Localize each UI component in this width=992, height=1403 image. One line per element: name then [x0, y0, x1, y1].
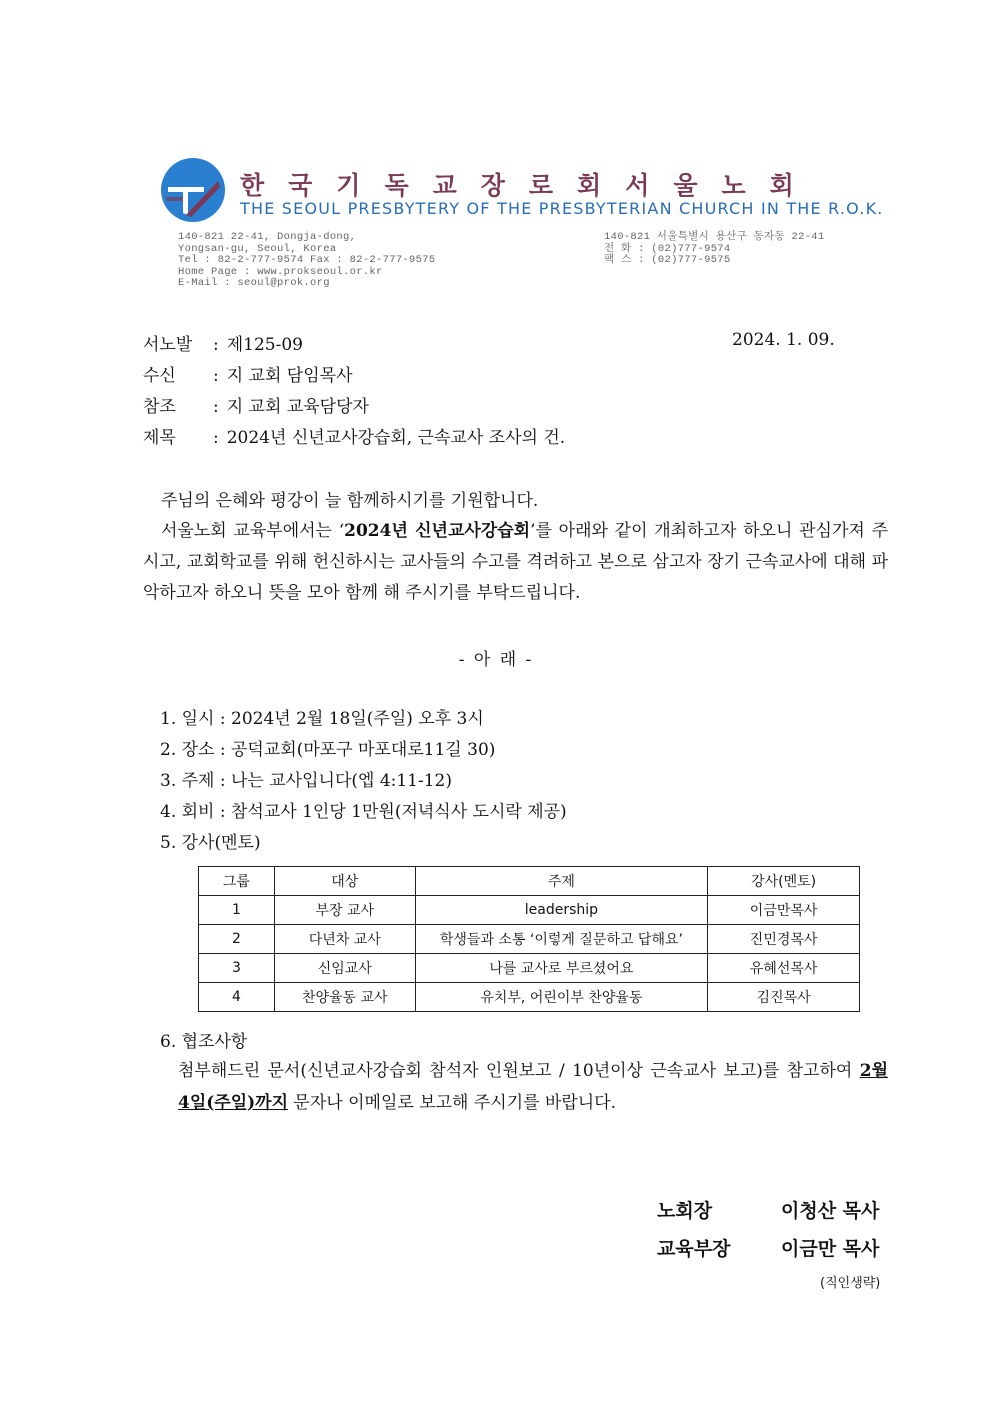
- table-cell: 1: [199, 896, 275, 925]
- cooperation-title: 6. 협조사항: [160, 1032, 248, 1052]
- subject-label: 제목: [143, 428, 176, 448]
- table-cell: 다년차 교사: [274, 925, 415, 954]
- list-item: 3. 주제 : 나는 교사입니다(엡 4:11-12): [160, 771, 453, 791]
- table-cell: 이금만목사: [708, 896, 860, 925]
- greeting: 주님의 은혜와 평강이 늘 함께하시기를 기원합니다.: [161, 491, 539, 511]
- signature-title: 노회장: [657, 1200, 713, 1222]
- reference-label: 참조: [143, 397, 176, 417]
- signature-name: 이청산 목사: [781, 1200, 880, 1222]
- intro-text: 서울노회 교육부에서는 ‘: [161, 521, 345, 541]
- table-cell: 김진목사: [708, 983, 860, 1012]
- event-name: 2024년 신년교사강습회: [344, 521, 531, 541]
- table-row: [199, 896, 860, 925]
- cooperation-text-part: 첨부해드린 문서(신년교사강습회 참석자 인원보고 / 10년이상 근속교사 보고)를 참고하여: [178, 1061, 860, 1081]
- list-item: 4. 회비 : 참석교사 1인당 1만원(저녁식사 도시락 제공): [160, 802, 567, 822]
- signature-name: 이금만 목사: [781, 1238, 880, 1260]
- table-cell: 학생들과 소통 ‘이렇게 질문하고 답해요’: [415, 925, 708, 954]
- table-header: 그룹: [199, 867, 275, 896]
- doc-number: 제125-09: [226, 335, 303, 355]
- table-cell: 2: [199, 925, 275, 954]
- intro-paragraph: [143, 516, 888, 609]
- cooperation-text-part: 문자나 이메일로 보고해 주시기를 바랍니다.: [288, 1093, 617, 1113]
- signature-title: 교육부장: [657, 1238, 731, 1260]
- list-item: 2. 장소 : 공덕교회(마포구 마포대로11길 30): [160, 740, 496, 760]
- signature-moderator: [657, 1196, 879, 1223]
- address-line: 팩 스 : (02)777-9575: [604, 254, 731, 266]
- address-english: [178, 232, 435, 290]
- address-line: E-Mail : seoul@prok.org: [178, 277, 330, 289]
- intro-text: ’를 아래와 같이 개최하고자 하오니 관심가져 주시고, 교회학교를 위해 헌신하시는 교사들의 수고를 격려하고 본으로 삼고자 장기 근속교사에 대해 파악하고자 하오니 뜻을 모아 함께 해 주시기를 부탁드립니다.: [143, 521, 888, 603]
- doc-number-label: 서노발: [143, 335, 193, 355]
- table-header-row: [199, 867, 860, 896]
- seal-omitted-note: (직인생략): [820, 1276, 881, 1291]
- doc-date: 2024. 1. 09.: [732, 330, 835, 350]
- section-heading: - 아 래 -: [458, 650, 534, 670]
- table-row: [199, 983, 860, 1012]
- reference: 지 교회 교육담당자: [226, 397, 369, 417]
- table-cell: 3: [199, 954, 275, 983]
- recipient: 지 교회 담임목사: [226, 366, 353, 386]
- table-cell: 유치부, 어린이부 찬양율동: [415, 983, 708, 1012]
- table-cell: 유혜선목사: [708, 954, 860, 983]
- table-cell: 진민경목사: [708, 925, 860, 954]
- list-item: 5. 강사(멘토): [160, 833, 261, 853]
- subject: 2024년 신년교사강습회, 근속교사 조사의 건.: [226, 428, 566, 448]
- subject-row: 제목 : 2024년 신년교사강습회, 근속교사 조사의 건.: [143, 423, 565, 448]
- table-cell: leadership: [415, 896, 708, 925]
- address-line: 140-821 22-41, Dongja-dong,: [178, 231, 357, 243]
- org-name-english: THE SEOUL PRESBYTERY OF THE PRESBYTERIAN CHURCH IN THE R.O.K.: [240, 199, 884, 218]
- recipient-row: 수신 : 지 교회 담임목사: [143, 361, 353, 386]
- deadline: 2월 4일(주일)까지: [178, 1061, 888, 1113]
- address-line: Tel : 82-2-777-9574 Fax : 82-2-777-9575: [178, 254, 436, 266]
- table-cell: 나를 교사로 부르셨어요: [415, 954, 708, 983]
- address-line: Yongsan-gu, Seoul, Korea: [178, 242, 337, 255]
- table-header: 주제: [415, 867, 708, 896]
- address-line: 전 화 : (02)777-9574: [604, 242, 731, 255]
- table-header: 강사(멘토): [708, 867, 860, 896]
- table-cell: 찬양율동 교사: [274, 983, 415, 1012]
- address-korean: [604, 232, 825, 267]
- table-row: [199, 925, 860, 954]
- table-cell: 4: [199, 983, 275, 1012]
- doc-number-row: 서노발 : 제125-09: [143, 330, 303, 355]
- list-item: 1. 일시 : 2024년 2월 18일(주일) 오후 3시: [160, 709, 484, 729]
- cooperation-text: [178, 1055, 888, 1119]
- signature-education: [657, 1234, 879, 1261]
- table-header: 대상: [274, 867, 415, 896]
- presbytery-logo: [160, 157, 226, 223]
- table-cell: 부장 교사: [274, 896, 415, 925]
- table-cell: 신임교사: [274, 954, 415, 983]
- reference-row: 참조 : 지 교회 교육담당자: [143, 392, 369, 417]
- address-line: Home Page : www.prokseoul.or.kr: [178, 265, 383, 278]
- instructor-table: [198, 866, 860, 1012]
- org-name-korean: 한국기독교장로회서울노회: [240, 171, 818, 200]
- recipient-label: 수신: [143, 366, 176, 386]
- table-row: [199, 954, 860, 983]
- address-line: 140-821 서울특별시 용산구 동자동 22-41: [604, 231, 825, 243]
